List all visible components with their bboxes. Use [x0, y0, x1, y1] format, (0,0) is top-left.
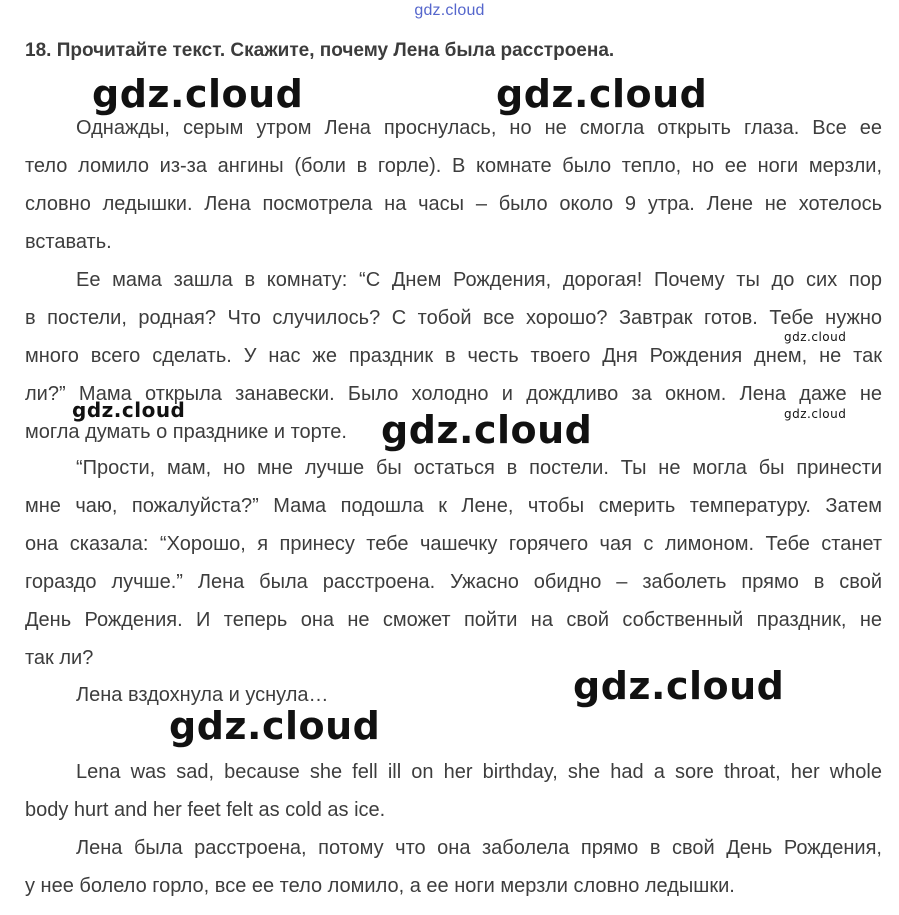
- text-line: так ли?: [25, 647, 94, 669]
- text-line: много всего сделать. У нас же праздник в честь твоего Дня Рождения днем, не так: [25, 345, 882, 367]
- text-line: “Прости, мам, но мне лучше бы остаться в постели. Ты не могла бы принести: [76, 457, 882, 479]
- watermark: gdz.cloud: [573, 664, 785, 708]
- text-line: День Рождения. И теперь она не сможет пойти на свой собственный праздник, не: [25, 609, 882, 631]
- text-line: тело ломило из-за ангины (боли в горле). В комнате было тепло, но ее ноги мерзли,: [25, 155, 882, 177]
- text-line: body hurt and her feet felt as cold as ice.: [25, 799, 386, 821]
- text-line: Ее мама зашла в комнату: “С Днем Рождения, дорогая! Почему ты до сих пор: [76, 269, 882, 291]
- watermark: gdz.cloud: [784, 330, 847, 344]
- answer-russian: [25, 829, 882, 905]
- watermark: gdz.cloud: [92, 72, 304, 116]
- watermark: gdz.cloud: [496, 72, 708, 116]
- text-line: она сказала: “Хорошо, я принесу тебе чашечку горячего чая с лимоном. Тебе станет: [25, 533, 882, 555]
- text-line: могла думать о празднике и торте.: [25, 421, 347, 443]
- answer-english: [25, 753, 882, 829]
- text-line: Лена вздохнула и уснула…: [76, 684, 329, 706]
- text-line: Лена была расстроена, потому что она заболела прямо в свой День Рождения,: [76, 837, 882, 859]
- story-paragraph-3: [25, 449, 882, 677]
- site-link[interactable]: gdz.cloud: [414, 2, 485, 19]
- text-line: гораздо лучше.” Лена была расстроена. Ужасно обидно – заболеть прямо в свой: [25, 571, 882, 593]
- task-heading: 18. Прочитайте текст. Скажите, почему Лена была расстроена.: [25, 40, 615, 61]
- story-paragraph-1: [25, 109, 882, 261]
- watermark: gdz.cloud: [72, 398, 186, 422]
- watermark: gdz.cloud: [169, 704, 381, 748]
- text-line: вставать.: [25, 231, 112, 253]
- text-line: у нее болело горло, все ее тело ломило, а ее ноги мерзли словно ледышки.: [25, 875, 735, 897]
- text-line: в постели, родная? Что случилось? С тобой все хорошо? Завтрак готов. Тебе нужно: [25, 307, 882, 329]
- watermark: gdz.cloud: [381, 408, 593, 452]
- watermark: gdz.cloud: [784, 407, 847, 421]
- text-line: Однажды, серым утром Лена проснулась, но не смогла открыть глаза. Все ее: [76, 117, 882, 139]
- text-line: Lena was sad, because she fell ill on her birthday, she had a sore throat, her whole: [76, 761, 882, 783]
- text-line: ли?” Мама открыла занавески. Было холодно и дождливо за окном. Лена даже не: [25, 383, 882, 405]
- text-line: мне чаю, пожалуйста?” Мама подошла к Лене, чтобы смерить температуру. Затем: [25, 495, 882, 517]
- text-line: словно ледышки. Лена посмотрела на часы – было около 9 утра. Лене не хотелось: [25, 193, 882, 215]
